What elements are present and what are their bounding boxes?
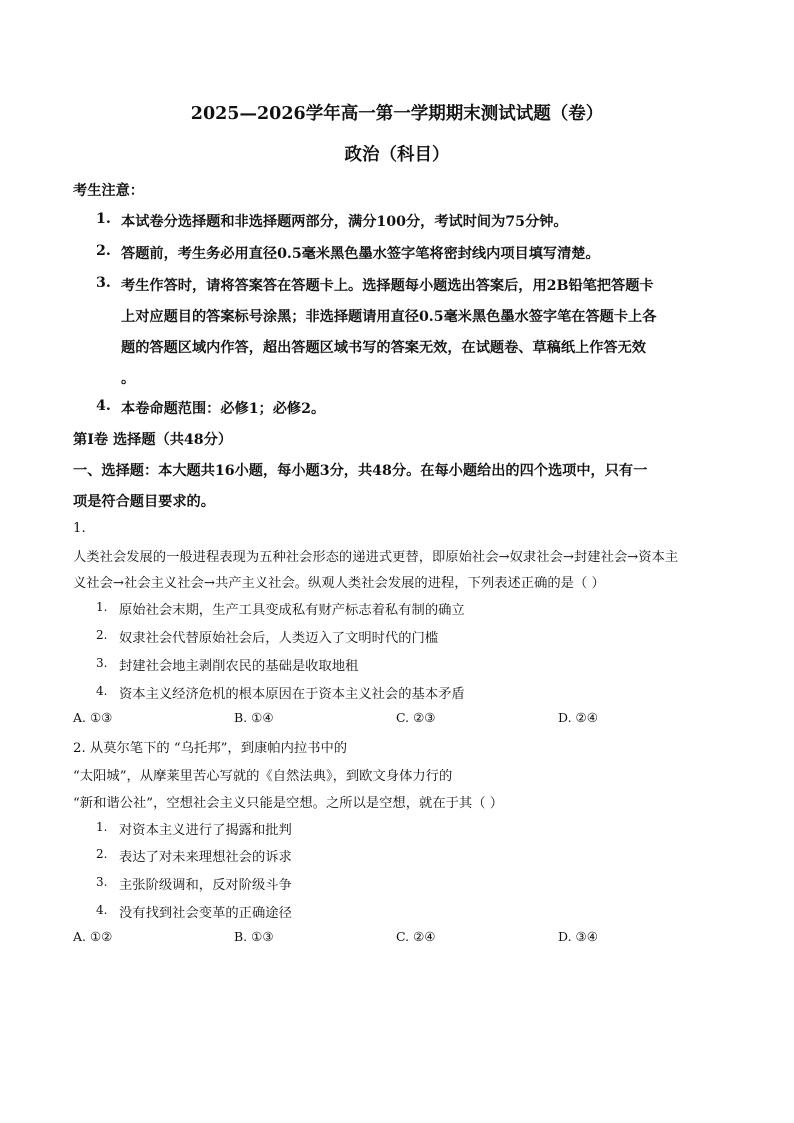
section-instruction: 一、选择题：本大题共16小题，每小题3分，共48分。在每小题给出的四个选项中，只有一 [73, 463, 648, 479]
statement-number: 2. [96, 847, 108, 861]
notice-item-text: 上对应题目的答案标号涂黑；非选择题请用直径0.5毫米黑色墨水签字笔在答题卡上各 [121, 309, 657, 325]
statement-number: 2. [96, 628, 108, 642]
answer-choice-d[interactable]: D. ③④ [558, 929, 598, 944]
section-instruction: 项是符合题目要求的。 [73, 494, 215, 510]
statement-number: 3. [96, 875, 108, 889]
statement-text: 封建社会地主剥削农民的基础是收取地租 [119, 659, 359, 674]
statement-number: 4. [96, 684, 108, 698]
section-heading: 第Ⅰ卷 选择题（共48分） [73, 432, 233, 448]
statement-text: 原始社会末期，生产工具变成私有财产标志着私有制的确立 [119, 603, 465, 618]
notice-item-text: 本试卷分选择题和非选择题两部分，满分100分，考试时间为75分钟。 [121, 214, 568, 230]
statement-text: 资本主义经济危机的根本原因在于资本主义社会的基本矛盾 [119, 687, 465, 702]
notice-heading: 考生注意： [73, 183, 144, 199]
notice-item-text: 题的答题区域内作答，超出答题区域书写的答案无效，在试题卷、草稿纸上作答无效 [121, 340, 646, 356]
answer-choice-a[interactable]: A. ①③ [73, 710, 113, 725]
notice-item-text: 答题前，考生务必用直径0.5毫米黑色墨水签字笔将密封线内项目填写清楚。 [121, 246, 600, 262]
notice-item-text: 。 [121, 371, 136, 387]
statement-number: 1. [96, 600, 108, 614]
question-stem: “太阳城”，从摩莱里苦心写就的《自然法典》，到欧文身体力行的 [73, 769, 453, 784]
exam-title: 2025—2026学年高一第一学期期末测试试题（卷） [190, 104, 604, 124]
statement-text: 对资本主义进行了揭露和批判 [119, 823, 292, 838]
notice-item-number: 4. [96, 398, 111, 414]
notice-item-text: 本卷命题范围：必修1；必修2。 [121, 401, 326, 417]
answer-choice-b[interactable]: B. ①③ [234, 929, 274, 944]
question-stem: 人类社会发展的一般进程表现为五种社会形态的递进式更替，即原始社会→奴隶社会→封建社会→资本主 [73, 550, 679, 565]
notice-item-text: 考生作答时，请将答案答在答题卡上。选择题每小题选出答案后，用2B铅笔把答题卡 [121, 278, 654, 294]
notice-item-number: 2. [96, 243, 111, 259]
question-stem: 2. 从莫尔笔下的 “乌托邦”，到康帕内拉书中的 [73, 741, 348, 756]
statement-text: 表达了对未来理想社会的诉求 [119, 850, 292, 865]
answer-choice-a[interactable]: A. ①② [73, 929, 113, 944]
answer-choice-d[interactable]: D. ②④ [558, 710, 598, 725]
answer-choice-c[interactable]: C. ②③ [396, 710, 436, 725]
statement-text: 主张阶级调和，反对阶级斗争 [119, 878, 292, 893]
answer-choice-b[interactable]: B. ①④ [234, 710, 274, 725]
exam-subject: 政治（科目） [344, 145, 450, 165]
statement-text: 奴隶社会代替原始社会后，人类迈入了文明时代的门槛 [119, 631, 439, 646]
statement-number: 3. [96, 656, 108, 670]
statement-number: 4. [96, 903, 108, 917]
question-stem: “新和谐公社”，空想社会主义只能是空想。之所以是空想，就在于其（ ） [73, 796, 504, 811]
question-number: 1. [73, 521, 86, 536]
notice-item-number: 3. [96, 275, 111, 291]
notice-item-number: 1. [96, 211, 111, 227]
statement-text: 没有找到社会变革的正确途径 [119, 906, 292, 921]
question-stem: 义社会→社会主义社会→共产主义社会。纵观人类社会发展的进程，下列表述正确的是（ ） [73, 576, 605, 591]
answer-choice-c[interactable]: C. ②④ [396, 929, 436, 944]
statement-number: 1. [96, 820, 108, 834]
